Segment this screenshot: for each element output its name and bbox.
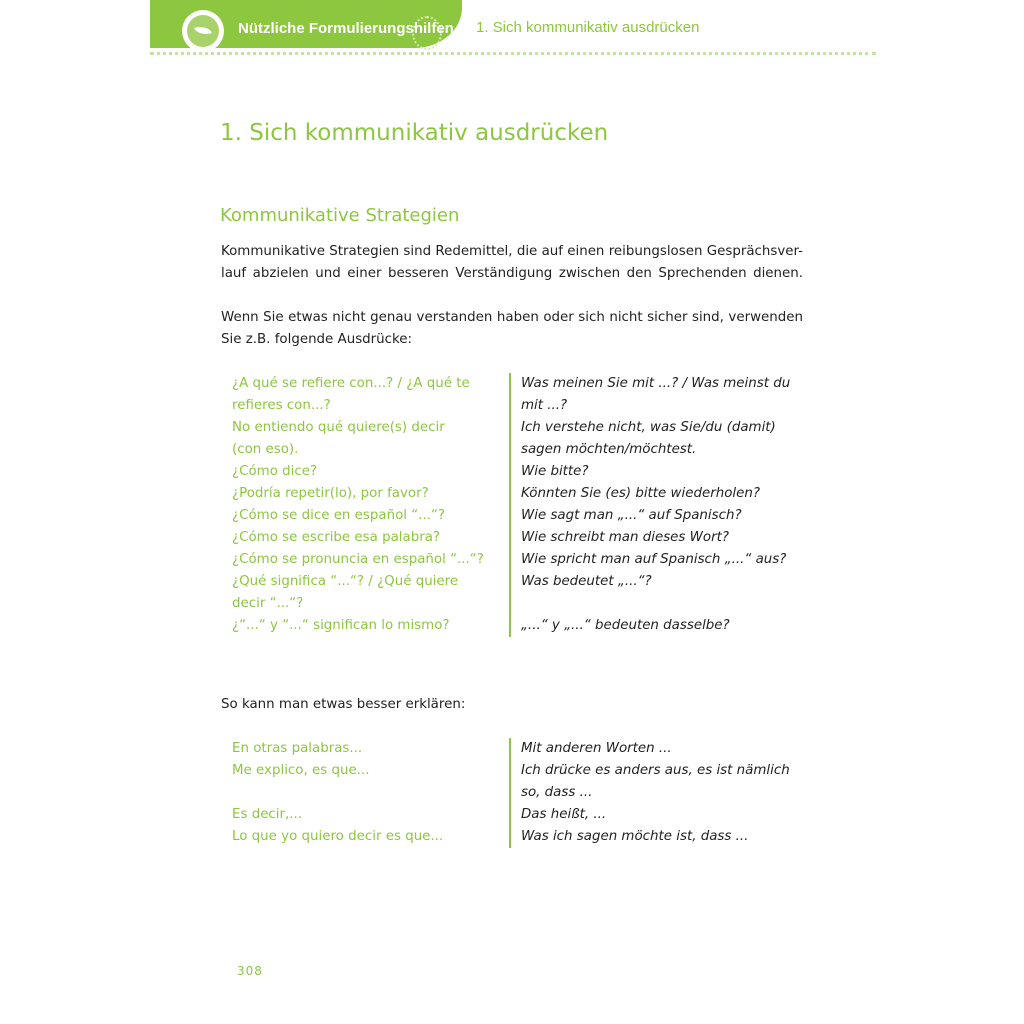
german-translation-line: „...“ y „...“ bedeuten dasselbe?: [521, 618, 730, 633]
spanish-phrase-line: ¿A qué se refiere con...? / ¿A qué te: [232, 376, 470, 391]
spanish-phrase: [232, 826, 509, 848]
spanish-phrase-line: refieres con...?: [232, 398, 331, 413]
german-translation-line: [521, 593, 652, 615]
spanish-phrase-line: ¿Podría repetir(lo), por favor?: [232, 486, 429, 501]
table-row: [232, 615, 812, 637]
german-translation-line: Ich verstehe nicht, was Sie/du (damit): [521, 420, 776, 435]
spanish-phrase: [232, 461, 509, 483]
table-row: [232, 461, 812, 483]
german-translation: [509, 461, 589, 483]
header-dotted-rule: [150, 52, 876, 55]
spanish-phrase: [232, 527, 509, 549]
table-row: [232, 760, 812, 804]
german-translation: [509, 760, 790, 804]
intro-line-2: lauf abzielen und einer besseren Verständigung zwischen den Sprechenden dienen.: [221, 266, 803, 281]
spanish-phrase-line: En otras palabras...: [232, 741, 363, 756]
german-translation: [509, 804, 606, 826]
spanish-phrase: [232, 505, 509, 527]
spanish-phrase-line: decir “...“?: [232, 596, 304, 611]
spanish-phrase: [232, 804, 509, 826]
spanish-phrase-line: No entiendo qué quiere(s) decir: [232, 420, 445, 435]
phrase-table-understanding: [232, 373, 812, 637]
spanish-phrase-line: Es decir,...: [232, 807, 303, 822]
explain-intro: So kann man etwas besser erklären:: [221, 697, 466, 712]
german-translation-line: mit ...?: [521, 398, 568, 413]
german-translation-line: Wie spricht man auf Spanisch „...“ aus?: [521, 552, 787, 567]
spanish-phrase: [232, 373, 509, 417]
german-translation-line: Mit anderen Worten ...: [521, 741, 672, 756]
spanish-phrase-line: ¿Cómo se pronuncia en español “...“?: [232, 552, 484, 567]
spanish-phrase: [232, 417, 509, 461]
page-number: 308: [237, 964, 263, 978]
lead-in-paragraph: [221, 307, 803, 351]
table-row: [232, 527, 812, 549]
spanish-phrase: [232, 615, 509, 637]
table-row: [232, 505, 812, 527]
german-translation-line: Was ich sagen möchte ist, dass ...: [521, 829, 749, 844]
german-translation-line: Wie schreibt man dieses Wort?: [521, 530, 729, 545]
chapter-title: 1. Sich kommunikativ ausdrücken: [476, 19, 700, 36]
table-row: [232, 804, 812, 826]
german-translation: [509, 417, 776, 461]
german-translation-line: Könnten Sie (es) bitte wiederholen?: [521, 486, 760, 501]
german-translation-line: Wie bitte?: [521, 464, 589, 479]
table-row: [232, 483, 812, 505]
german-translation-line: Das heißt, ...: [521, 807, 607, 822]
german-translation-line: Ich drücke es anders aus, es ist nämlich: [521, 763, 790, 778]
section-title: Nützliche Formulierungshilfen: [238, 20, 454, 37]
german-translation: [509, 505, 742, 527]
spanish-phrase-line: Lo que yo quiero decir es que...: [232, 829, 444, 844]
table-row: [232, 826, 812, 848]
page-heading: 1. Sich kommunikativ ausdrücken: [220, 120, 609, 146]
subheading: Kommunikative Strategien: [220, 205, 460, 226]
german-translation: [509, 549, 786, 571]
intro-paragraph: [221, 241, 803, 285]
spanish-phrase-line: ¿Cómo se escribe esa palabra?: [232, 530, 441, 545]
spanish-phrase-line: ¿Qué significa “...“? / ¿Qué quiere: [232, 574, 459, 589]
table-row: [232, 549, 812, 571]
table-row: [232, 571, 812, 615]
spanish-phrase: [232, 738, 509, 760]
german-translation: [509, 527, 729, 549]
german-translation: [509, 826, 748, 848]
leaf-icon: [182, 10, 224, 52]
spanish-phrase-line: ¿Cómo dice?: [232, 464, 318, 479]
table-row: [232, 738, 812, 760]
german-translation-line: Was bedeutet „...“?: [521, 574, 652, 589]
german-translation-line: Was meinen Sie mit ...? / Was meinst du: [521, 376, 791, 391]
german-translation: [509, 483, 760, 505]
leaf-icon-background: [187, 15, 219, 47]
spanish-phrase-line: Me explico, es que...: [232, 763, 370, 778]
lead-in-line-2: Sie z.B. folgende Ausdrücke:: [221, 332, 413, 347]
spanish-phrase-line: ¿“...“ y “...“ significan lo mismo?: [232, 618, 450, 633]
leaf-shape: [194, 24, 212, 36]
german-translation: [509, 373, 790, 417]
spanish-phrase: [232, 760, 509, 804]
table-row: [232, 373, 812, 417]
lead-in-line-1: Wenn Sie etwas nicht genau verstanden haben oder sich nicht sicher sind, verwenden: [221, 310, 803, 325]
german-translation-line: so, dass ...: [521, 785, 593, 800]
intro-line-1: Kommunikative Strategien sind Redemittel, die auf einen reibungslosen Gesprächsver-: [221, 244, 803, 259]
spanish-phrase-line: (con eso).: [232, 442, 299, 457]
table-row: [232, 417, 812, 461]
spanish-phrase-line: [232, 782, 509, 804]
spanish-phrase: [232, 483, 509, 505]
german-translation: [509, 571, 652, 615]
spanish-phrase: [232, 549, 509, 571]
spanish-phrase: [232, 571, 509, 615]
german-translation: [509, 738, 672, 760]
spanish-phrase-line: ¿Cómo se dice en español “...“?: [232, 508, 446, 523]
german-translation-line: sagen möchten/möchtest.: [521, 442, 697, 457]
phrase-table-explaining: [232, 738, 812, 848]
german-translation: [509, 615, 730, 637]
german-translation-line: Wie sagt man „...“ auf Spanisch?: [521, 508, 742, 523]
